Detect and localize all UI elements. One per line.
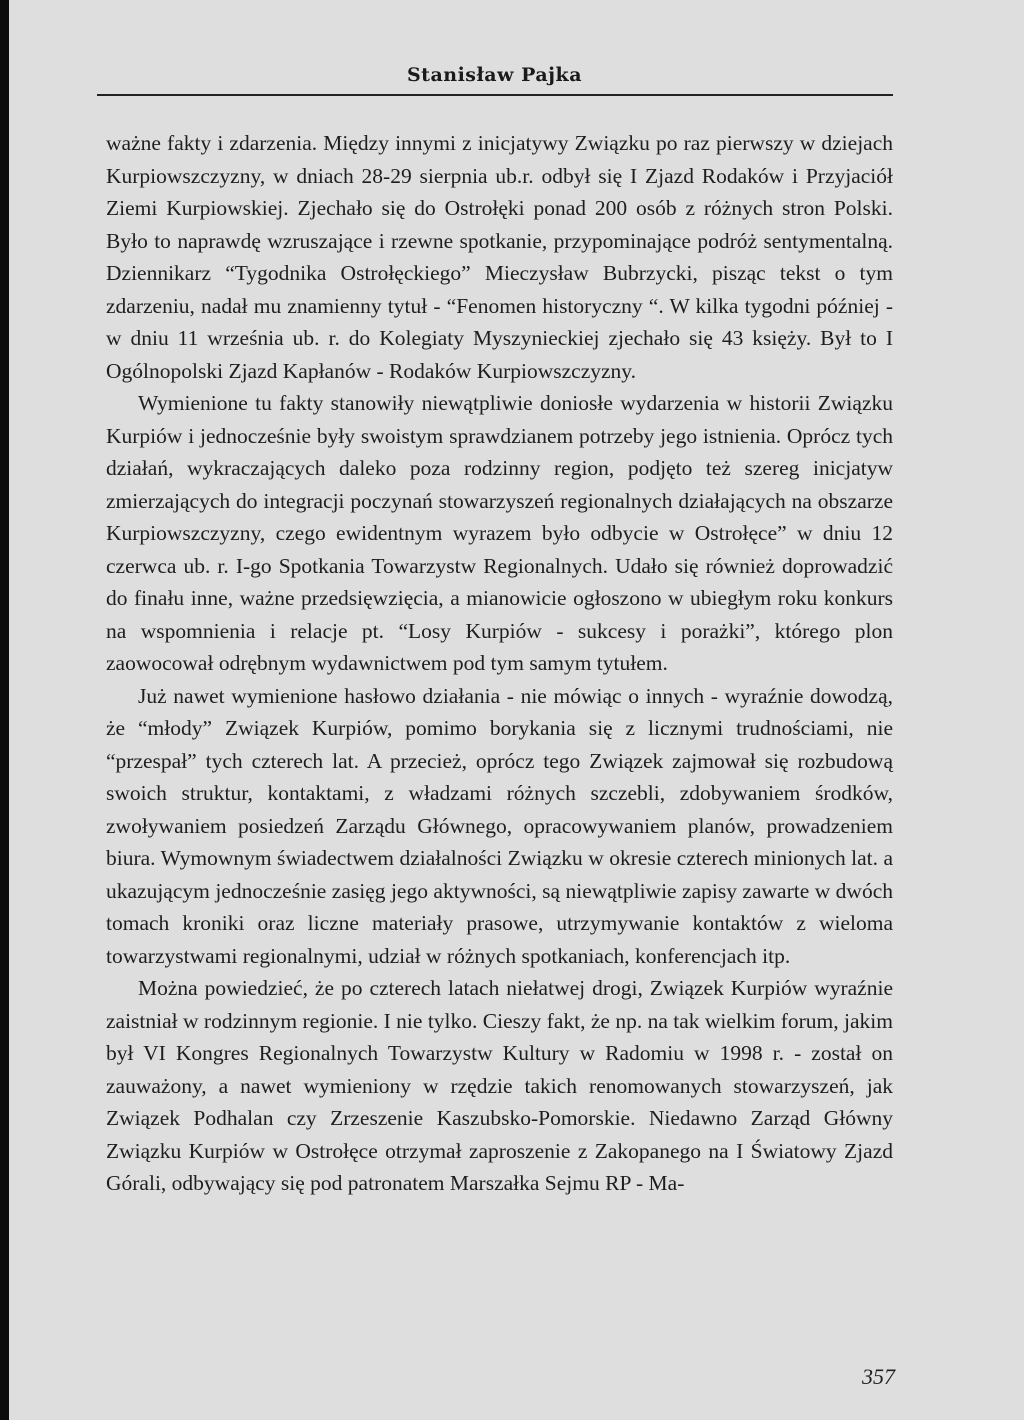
page-number: 357 — [862, 1364, 895, 1389]
running-header: Stanisław Pajka — [406, 64, 583, 86]
paragraph: Wymienione tu fakty stanowiły niewątpliwie doniosłe wydarzenia w historii Związku Kurpiów i jednocześnie były swoistym sprawdzianem potrzeby jego istnienia. Oprócz tych działań, wykraczających daleko poza rodzinny region, podjęto też szereg inicjatyw zmierzających do integracji poczynań stowarzyszeń regionalnych działających na obszarze Kurpiowszczyzny, czego ewidentnym wyrazem było odbycie w Ostrołęce” w dniu 12 czerwca ub. r. I-go Spotkania Towarzystw Regionalnych. Udało się również doprowadzić do finału inne, ważne przedsięwzięcia, a mianowicie ogłoszono w ubiegłym roku konkurs na wspomnienia i relacje pt. “Losy Kurpiów - sukcesy i porażki”, którego plon zaowocował odrębnym wydawnictwem pod tym samym tytułem. — [106, 391, 893, 675]
header-rule — [97, 94, 893, 96]
paragraph: Już nawet wymienione hasłowo działania - nie mówiąc o innych - wyraźnie dowodzą, że “młody” Związek Kurpiów, pomimo borykania się z licznymi trudnościami, nie “przespał” tych czterech lat. A przecież, oprócz tego Związek zajmował się rozbudową swoich struktur, kontaktami, z władzami różnych szczebli, zdobywaniem środków, zwoływaniem posiedzeń Zarządu Głównego, opracowywaniem planów, prowadzeniem biura. Wymownym świadectwem działalności Związku w okresie czterech minionych lat. a ukazującym jednocześnie zasięg jego aktywności, są niewątpliwie zapisy zawarte w dwóch tomach kroniki oraz liczne materiały prasowe, utrzymywanie kontaktów z wieloma towarzystwami regionalnymi, udział w różnych spotkaniach, konferencjach itp. — [106, 683, 893, 968]
scan-binding-edge — [0, 0, 9, 1420]
paragraph: Można powiedzieć, że po czterech latach niełatwej drogi, Związek Kurpiów wyraźnie zaistniał w rodzinnym regionie. I nie tylko. Cieszy fakt, że np. na tak wielkim forum, jakim był VI Kongres Regionalnych Towarzystw Kultury w Radomiu w 1998 r. - został on zauważony, a nawet wymieniony w rzędzie takich renomowanych stowarzyszeń, jak Związek Podhalan czy Zrzeszenie Kaszubsko-Pomorskie. Niedawno Zarząd Główny Związku Kurpiów w Ostrołęce otrzymał zaproszenie z Zakopanego na I Światowy Zjazd Górali, odbywający się pod patronatem Marszałka Sejmu RP - Ma- — [106, 976, 893, 1195]
body-text — [106, 127, 893, 1200]
paragraph-continued: ważne fakty i zdarzenia. Między innymi z inicjatywy Związku po raz pierwszy w dziejach Kurpiowszczyzny, w dniach 28-29 sierpnia ub.r. odbył się I Zjazd Rodaków i Przyjaciół Ziemi Kurpiowskiej. Zjechało się do Ostrołęki ponad 200 osób z różnych stron Polski. Było to naprawdę wzruszające i rzewne spotkanie, przypominające podróż sentymentalną. Dziennikarz “Tygodnika Ostrołęckiego” Mieczysław Bubrzycki, pisząc tekst o tym zdarzeniu, nadał mu znamienny tytuł - “Fenomen historyczny “. W kilka tygodni później - w dniu 11 września ub. r. do Kolegiaty Myszynieckiej zjechało się 43 księży. Był to I Ogólnopolski Zjazd Kapłanów - Rodaków Kurpiowszczyzny. — [106, 131, 893, 383]
